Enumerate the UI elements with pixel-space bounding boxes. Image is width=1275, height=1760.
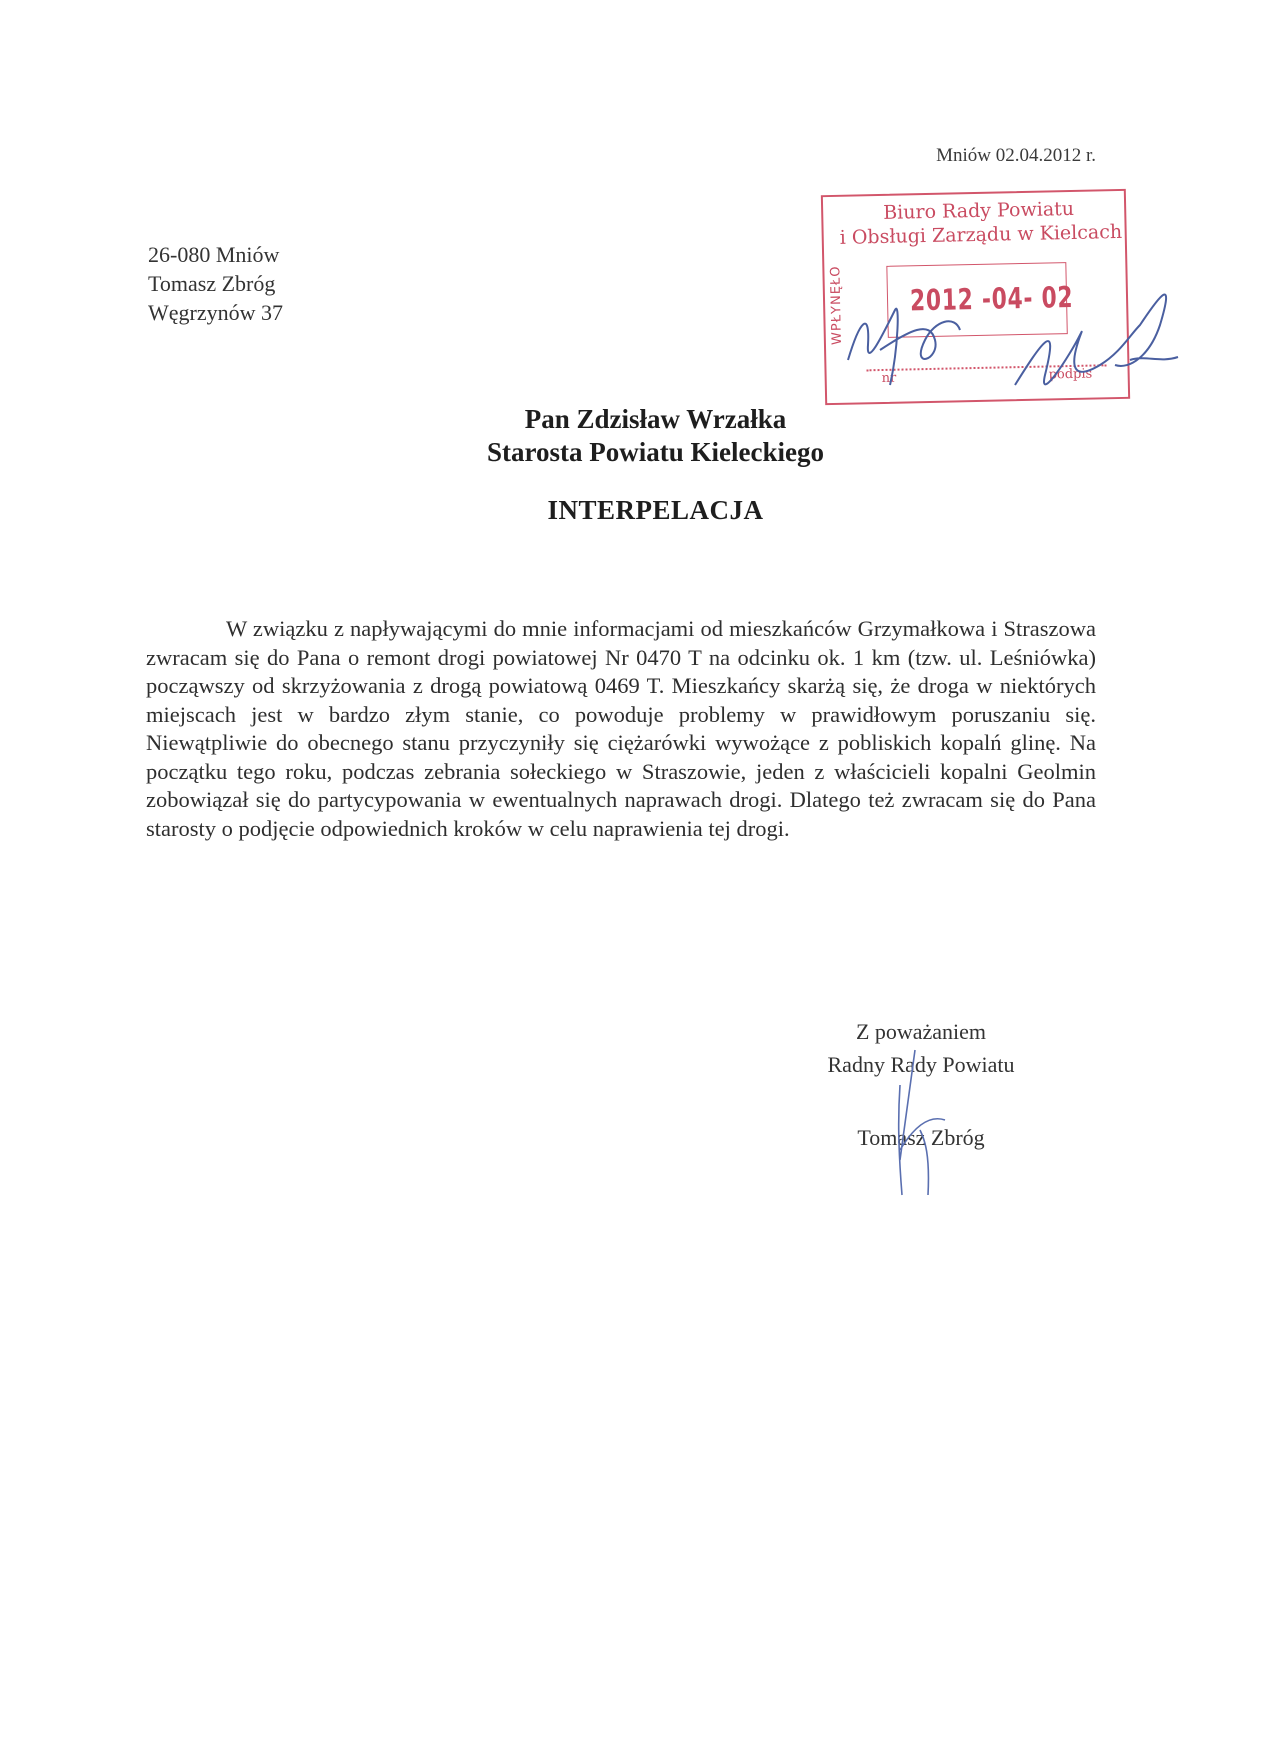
stamp-office-line1: Biuro Rady Powiatu bbox=[882, 197, 1075, 224]
sender-name-line: Tomasz Zbróg bbox=[148, 271, 276, 296]
stamp-office-line2: i Obsługi Zarządu w Kielcach bbox=[839, 220, 1123, 249]
stamp-handwritten-initials bbox=[840, 290, 1000, 410]
stamp-signature-label: podpis bbox=[1048, 366, 1093, 383]
sender-street-line: Węgrzynów 37 bbox=[148, 300, 284, 325]
author-signature bbox=[870, 1045, 960, 1205]
stamp-date: 2012 -04- 02 bbox=[909, 279, 1074, 318]
recipient-title: Starosta Powiatu Kieleckiego bbox=[487, 437, 824, 467]
letter-body: W związku z napływającymi do mnie informacjami od mieszkańców Grzymałkowa i Straszowa zwracam się do Pana o remont drogi powiatowej Nr 0470 T na odcinku ok. 1 km (tzw. ul. Leśniówka) począwszy od skrzyżowania z drogą powiatową 0469 T. Mieszkańcy skarżą się, że droga w niektórych miejscach jest w bardzo złym stanie, co powoduje problemy w prawidłowym poruszaniu się. Niewątpliwie do obecnego stanu przyczyniły się ciężarówki wywożące z pobliskich kopalń glinę. Na początku tego roku, podczas zebrania sołeckiego w Straszowie, jeden z właścicieli kopalni Geolmin zobowiązał się do partycypowania w ewentualnych naprawach drogi. Dlatego też zwracam się do Pana starosty o podjęcie odpowiednich kroków w celu naprawienia tej drogi. bbox=[146, 616, 1096, 841]
sender-postal-line: 26-080 Mniów bbox=[148, 242, 280, 267]
recipient-block bbox=[0, 403, 1275, 469]
closing-name: Tomasz Zbróg bbox=[857, 1125, 985, 1150]
document-title: INTERPELACJA bbox=[547, 495, 764, 525]
stamp-nr-label: nr bbox=[881, 370, 897, 386]
closing-role: Radny Rady Powiatu bbox=[827, 1052, 1015, 1077]
recipient-name: Pan Zdzisław Wrzałka bbox=[524, 404, 787, 434]
stamp-received-label: WPŁYNĘŁO bbox=[828, 265, 845, 346]
stamp-handwritten-signature bbox=[1010, 275, 1180, 415]
letter-date: Mniów 02.04.2012 r. bbox=[936, 145, 1096, 166]
closing-greeting: Z poważaniem bbox=[855, 1019, 987, 1044]
sender-address bbox=[148, 240, 283, 327]
